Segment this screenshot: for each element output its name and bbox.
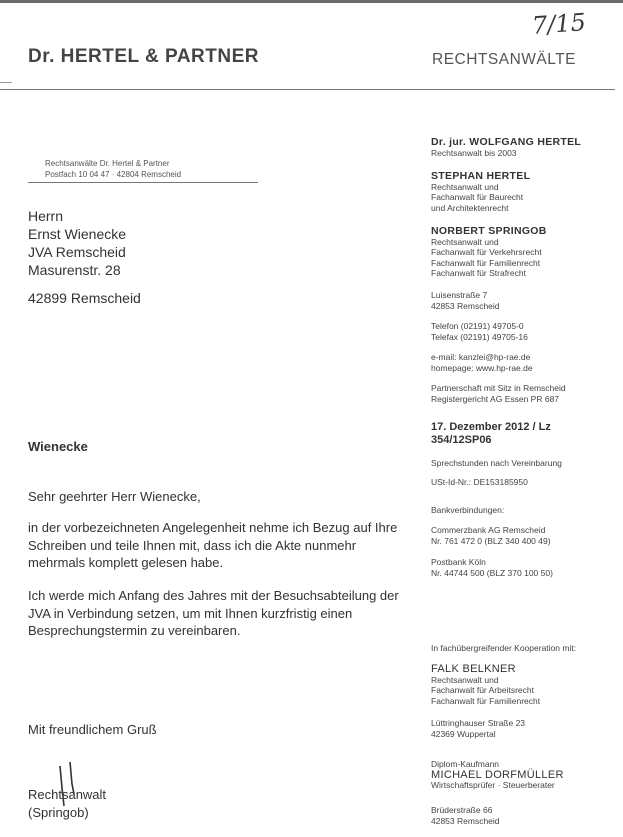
partner-detail: Rechtsanwalt und [431, 236, 499, 247]
cooperation-partner-1 [431, 664, 540, 706]
partnership-line: Partnerschaft mit Sitz in Remscheid [431, 383, 566, 393]
recipient-city: 42899 Remscheid [28, 290, 141, 306]
bank-heading: Bankverbindungen: [431, 505, 505, 515]
office-web-block [431, 352, 533, 373]
recipient-address [28, 207, 126, 279]
sender-address [45, 158, 181, 180]
partner-detail: Rechtsanwalt bis 2003 [431, 147, 517, 158]
office-phone: Telefon (02191) 49705-0 [431, 321, 524, 331]
cooperation-detail: Fachanwalt für Familienrecht [431, 695, 541, 706]
cooperation-title: Diplom-Kaufmann [431, 759, 500, 769]
register-line: Registergericht AG Essen PR 687 [431, 393, 560, 404]
office-hours: Sprechstunden nach Vereinbarung [431, 458, 562, 468]
office-address [431, 290, 500, 311]
cooperation-street: Brüderstraße 66 [431, 805, 493, 815]
cooperation-address-2 [431, 805, 500, 826]
partner-detail: Fachanwalt für Baurecht [431, 192, 524, 202]
partner-detail: Fachanwalt für Verkehrsrecht [431, 247, 542, 257]
sender-rule [28, 182, 258, 183]
cooperation-role: Wirtschaftsprüfer · Steuerberater [431, 780, 555, 790]
cooperation-name: MICHAEL DORFMÜLLER [431, 768, 564, 781]
cooperation-street: Lüttringhauser Straße 23 [431, 718, 526, 728]
signer-name: (Springob) [28, 804, 89, 820]
reference-number: 354/12SP06 [431, 434, 492, 446]
recipient-salutation: Herrn [28, 208, 64, 224]
partner-detail: Rechtsanwalt und [431, 181, 499, 192]
letter-closing: Mit freundlichem Gruß [28, 722, 157, 737]
cooperation-detail: Fachanwalt für Arbeitsrecht [431, 685, 534, 695]
date-reference [431, 421, 551, 447]
office-email: e-mail: kanzlei@hp-rae.de [431, 352, 531, 362]
cooperation-name: FALK BELKNER [431, 663, 516, 675]
letter-salutation: Sehr geehrter Herr Wienecke, [28, 489, 201, 504]
partner-block-2 [431, 171, 530, 213]
bank-account: Nr. 44744 500 (BLZ 370 100 50) [431, 567, 553, 578]
partner-detail: Fachanwalt für Familienrecht [431, 257, 541, 268]
office-street: Luisenstraße 7 [431, 290, 488, 300]
partner-name: STEPHAN HERTEL [431, 170, 531, 182]
recipient-street: Masurenstr. 28 [28, 262, 121, 278]
cooperation-partner-2 [431, 759, 564, 791]
firm-subtitle: RECHTSANWÄLTE [432, 51, 577, 68]
letter-paragraph-2: Ich werde mich Anfang des Jahres mit der Besuchsabteilung der JVA in Verbindung setzen, um mit Ihnen kurzfristig einen Besprechungstermin zu vereinbaren. [28, 588, 399, 638]
office-homepage: homepage: www.hp-rae.de [431, 362, 533, 373]
office-fax: Telefax (02191) 49705-16 [431, 331, 528, 342]
bank-name: Commerzbank AG Remscheid [431, 525, 546, 535]
signer-block [28, 786, 106, 821]
partner-name: Dr. jur. WOLFGANG HERTEL [431, 136, 582, 148]
recipient-institution: JVA Remscheid [28, 244, 126, 260]
cooperation-city: 42853 Remscheid [431, 815, 500, 826]
bank-2 [431, 557, 553, 578]
letter-paragraph-1: in der vorbezeichneten Angelegenheit nehme ich Bezug auf Ihre Schreiben und teile Ihnen mit, dass ich die Akte nunmehr mehrmals komplett gelesen habe. [28, 520, 398, 570]
letter-subject: Wienecke [28, 439, 88, 454]
partner-block-1 [431, 137, 581, 158]
handwritten-file-note: 7/15 [531, 8, 587, 40]
partner-block-3 [431, 226, 547, 279]
partner-detail: und Architektenrecht [431, 202, 509, 213]
cooperation-city: 42369 Wuppertal [431, 728, 496, 739]
cooperation-address-1 [431, 718, 525, 739]
fold-mark [0, 82, 12, 83]
sender-line-1: Rechtsanwälte Dr. Hertel & Partner [45, 159, 170, 168]
bank-1 [431, 525, 551, 546]
vat-id: USt-Id-Nr.: DE153185950 [431, 477, 528, 487]
date-line: 17. Dezember 2012 / Lz [431, 421, 551, 433]
recipient-name: Ernst Wienecke [28, 226, 127, 242]
cooperation-heading: In fachübergreifender Kooperation mit: [431, 643, 577, 653]
firm-name: Dr. HERTEL & PARTNER [28, 46, 259, 67]
office-city: 42853 Remscheid [431, 300, 500, 311]
header-rule [0, 89, 615, 90]
scan-edge [0, 0, 623, 3]
bank-account: Nr. 761 472 0 (BLZ 340 400 49) [431, 535, 551, 546]
cooperation-detail: Rechtsanwalt und [431, 674, 499, 685]
sender-line-2: Postfach 10 04 47 · 42804 Remscheid [45, 170, 182, 179]
partnership-info [431, 383, 566, 404]
signer-title: Rechtsanwalt [28, 787, 107, 802]
office-phone-block [431, 321, 528, 342]
partner-name: NORBERT SPRINGOB [431, 225, 547, 237]
bank-name: Postbank Köln [431, 557, 486, 567]
partner-detail: Fachanwalt für Strafrecht [431, 268, 526, 278]
